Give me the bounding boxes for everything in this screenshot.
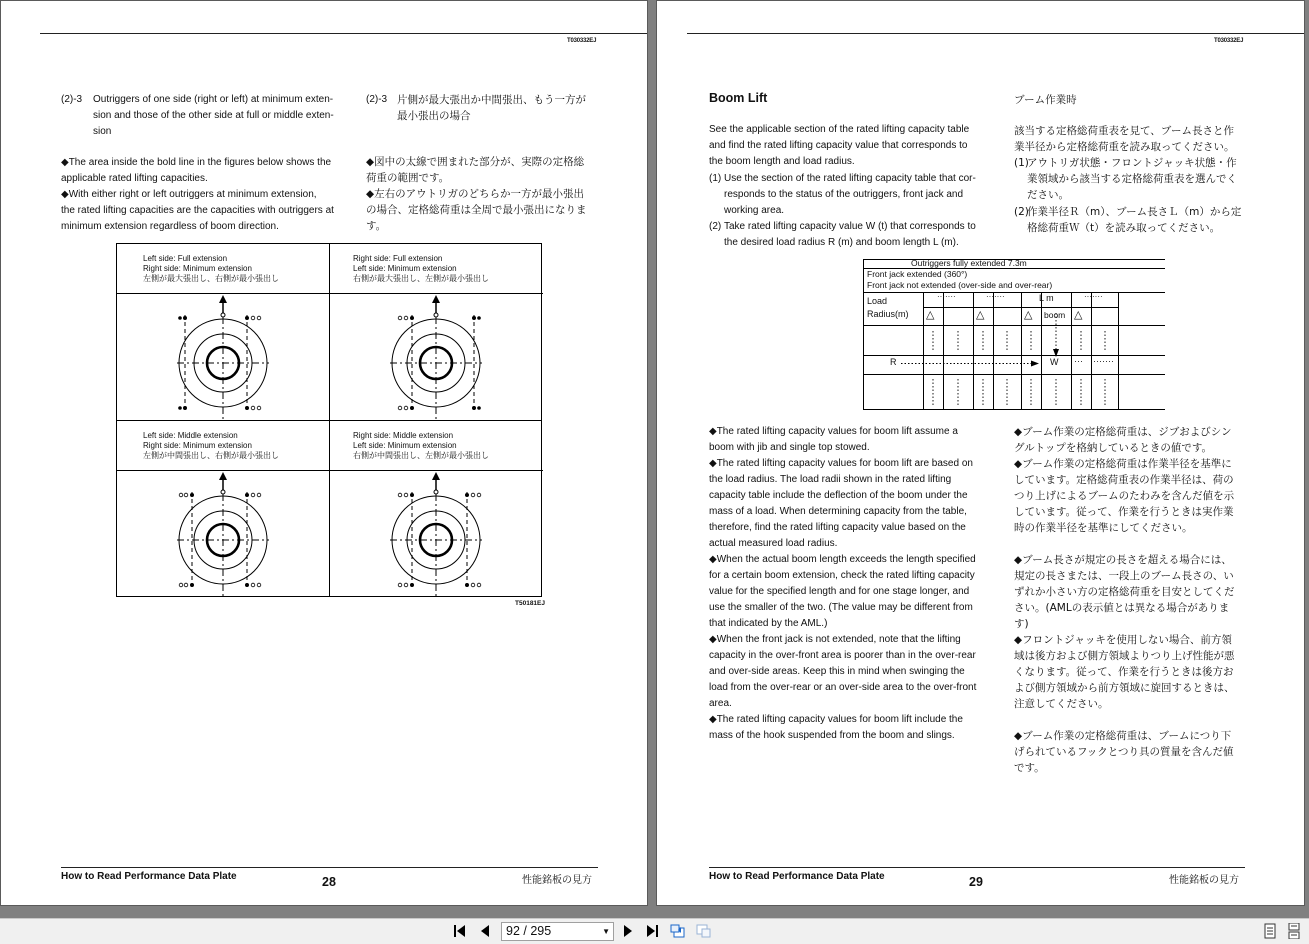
page-number: 29 <box>969 875 983 889</box>
figure-code: T50181EJ <box>515 600 545 607</box>
document-code: T030332EJ <box>1214 38 1244 44</box>
item-title-en: Outriggers of one side (right or left) at minimum exten- sion and those of the other side at full or middle exten- sion <box>93 94 334 137</box>
go-forward-view-button[interactable] <box>696 923 712 939</box>
step-text-ja: 作業半径Ｒ（m）、ブーム長さＬ（m）から定 格総荷重Ｗ（t）を読み取ってください。 <box>1027 206 1242 234</box>
document-code: T030332EJ <box>567 38 597 44</box>
page-number: 28 <box>322 875 336 889</box>
dots-mark: ······· <box>1084 292 1103 301</box>
outrigger-diagram <box>330 421 543 597</box>
crane-circle-diagram <box>117 470 330 597</box>
item-title-ja: 片側が最大張出か中間張出、もう一方が 最小張出の場合 <box>397 94 586 122</box>
left-document-page <box>0 0 648 906</box>
crane-circle-diagram <box>117 293 330 420</box>
diagram-label: Left side: Full extension <box>143 254 228 263</box>
page-number-select[interactable] <box>501 922 614 941</box>
footer-rule <box>61 867 598 868</box>
next-page-icon <box>620 923 636 939</box>
chevron-down-icon: ▼ <box>602 927 610 936</box>
step-number: (2) <box>709 221 722 232</box>
diagram-label: Right side: Full extension <box>353 254 443 263</box>
diagram-label: Right side: Middle extension <box>353 431 454 440</box>
footer-title-en: How to Read Performance Data Plate <box>709 871 885 882</box>
triangle-mark: △ <box>926 309 935 321</box>
item-number-ja: (2)-3 <box>366 94 388 105</box>
table-label: L m <box>1039 293 1054 303</box>
diagram-label: Left side: Middle extension <box>143 431 238 440</box>
viewer-toolbar <box>0 918 1309 944</box>
last-page-button[interactable] <box>644 923 660 939</box>
header-rule <box>40 33 648 34</box>
page-number-value: 92 / 295 <box>506 924 552 938</box>
diagram-label: Left side: Minimum extension <box>353 441 457 450</box>
notes-ja: ◆ブーム作業の定格総荷重は、ジブおよびシン グルトップを格納しているときの値です。 ◆ブーム作業の定格総荷重は作業半径を基準に しています。定格総荷重表の作業半径は、荷の つり上げによるブームのたわみを含んだ値を示 しています。従って、作業を行うときは実作業 時の作業半径を基準にしてください。 ◆ブーム長さが規定の長さを超える場合には、 規定の長さまたは、一段上のブーム長さの、い ずれか小さい方の定格総荷重を目安としてくだ さい。(AMLの表示値とは異なる場合がありま す) ◆フロントジャッキを使用しない場合、前方領 域は後方および側方領域よりつり上げ性能が悪 くなります。従って、作業を行うときは後方お よび側方領域から前方領域に旋回するときは、 注意してください。 ◆ブーム作業の定格総荷重は、ブームにつり下 げられているフックとつり具の質量を含んだ値 です。 <box>1014 426 1235 774</box>
capacity-table-diagram <box>863 259 1165 411</box>
last-page-icon <box>644 923 660 939</box>
section-heading-en: Boom Lift <box>709 91 768 105</box>
previous-page-icon <box>477 923 493 939</box>
step-number-ja: (2) <box>1014 206 1029 218</box>
table-header: Outriggers fully extended 7.3m <box>911 258 1027 268</box>
dots-mark: ······· <box>986 292 1005 301</box>
table-label: R <box>890 357 897 367</box>
single-page-view-button[interactable] <box>1262 923 1278 939</box>
header-rule <box>687 33 1305 34</box>
crane-circle-diagram <box>330 470 543 597</box>
step-text-en: Use the section of the rated lifting capacity table that cor- responds to the status of the outriggers, front jack and working area. <box>724 173 976 216</box>
crane-circle-diagram <box>330 293 543 420</box>
outrigger-diagram <box>117 244 330 420</box>
previous-page-button[interactable] <box>477 923 493 939</box>
go-back-view-button[interactable] <box>670 923 686 939</box>
continuous-view-button[interactable] <box>1286 923 1302 939</box>
table-label: W <box>1050 357 1059 367</box>
single-page-icon <box>1262 923 1278 939</box>
table-header: Front jack not extended (over-side and over-rear) <box>867 280 1053 290</box>
right-document-page <box>656 0 1305 906</box>
outrigger-figure <box>116 243 542 597</box>
outrigger-diagram <box>117 421 330 597</box>
dots-mark: ··· <box>1074 356 1083 366</box>
intro-en: See the applicable section of the rated lifting capacity table and find the rated lifting capacity value that corresponds to the boom length and load radius. <box>709 124 970 167</box>
triangle-mark: △ <box>1074 309 1083 321</box>
first-page-icon <box>452 923 468 939</box>
diagram-label-ja: 左側が最大張出し、右側が最小張出し <box>143 274 279 283</box>
notes-en: ◆The rated lifting capacity values for boom lift assume a boom with jib and single top stowed. ◆The rated lifting capacity values for boom lift are based on the load radius. The load radii shown in the rated lifting capacity table include the deflection of the boom under the mass of a load. When determining capacity from the table, therefore, find the rated lifting capacity value based on the actual measured load radius. ◆When the actual boom length exceeds the length specified for a certain boom extension, check the rated lifting capacity value for the specified length and for one stage longer, and use the smaller of the two. (The value may be different from that indicated by the AML.) ◆When the front jack is not extended, note that the lifting capacity in the over-front area is poorer than in the over-rear and over-side areas. Keep this in mind when swinging the load from the over-rear or an over-side area to the over-front area. ◆The rated lifting capacity values for boom lift include the mass of the hook suspended from the boom and slings. <box>709 426 977 741</box>
step-number: (1) <box>709 173 722 184</box>
diagram-label-ja: 右側が中間張出し、左側が最小張出し <box>353 451 489 460</box>
footer-title-en: How to Read Performance Data Plate <box>61 871 237 882</box>
outrigger-diagram <box>330 244 543 420</box>
footer-rule <box>709 867 1245 868</box>
table-label: Load <box>867 296 888 306</box>
diagram-label: Left side: Minimum extension <box>353 264 457 273</box>
diagram-label: Right side: Minimum extension <box>143 264 252 273</box>
diagram-label-ja: 右側が最大張出し、左側が最小張出し <box>353 274 489 283</box>
notes-en: ◆The area inside the bold line in the figures below shows the applicable rated lifting capacities. ◆With either right or left outriggers at minimum extension, the rated lifting capacities are the capacities with outriggers at minimum extension regardless of boom direction. <box>61 157 334 232</box>
footer-title-ja: 性能銘板の見方 <box>522 875 592 886</box>
triangle-mark: △ <box>976 309 985 321</box>
item-number-en: (2)-3 <box>61 94 83 105</box>
forward-view-icon <box>696 923 712 939</box>
diagram-label: Right side: Minimum extension <box>143 441 252 450</box>
section-heading-ja: ブーム作業時 <box>1014 94 1077 106</box>
first-page-button[interactable] <box>452 923 468 939</box>
step-number-ja: (1) <box>1014 157 1029 169</box>
notes-ja: ◆図中の太線で囲まれた部分が、実際の定格総 荷重の範囲です。 ◆左右のアウトリガのどちらか一方が最小張出 の場合、定格総荷重は全周で最小張出になりま す。 <box>366 156 587 232</box>
continuous-pages-icon <box>1286 923 1302 939</box>
step-text-ja: アウトリガ状態・フロントジャッキ状態・作 業領域から該当する定格総荷重表を選んでく ださい。 <box>1027 157 1237 201</box>
dots-mark: ······· <box>937 292 956 301</box>
dots-mark: ······· <box>1093 356 1114 366</box>
triangle-mark: △ <box>1024 309 1033 321</box>
next-page-button[interactable] <box>620 923 636 939</box>
table-header: Front jack extended (360°) <box>867 269 968 279</box>
footer-title-ja: 性能銘板の見方 <box>1169 875 1239 886</box>
intro-ja: 該当する定格総荷重表を見て、ブーム長さと作 業半径から定格総荷重を読み取ってください。 <box>1014 125 1235 153</box>
back-view-icon <box>670 923 686 939</box>
diagram-label-ja: 左側が中間張出し、右側が最小張出し <box>143 451 279 460</box>
table-label: Radius(m) <box>867 309 909 319</box>
step-text-en: Take rated lifting capacity value W (t) that corresponds to the desired load radius R (m) and boom length L (m). <box>724 221 976 248</box>
table-label: boom <box>1044 310 1066 320</box>
